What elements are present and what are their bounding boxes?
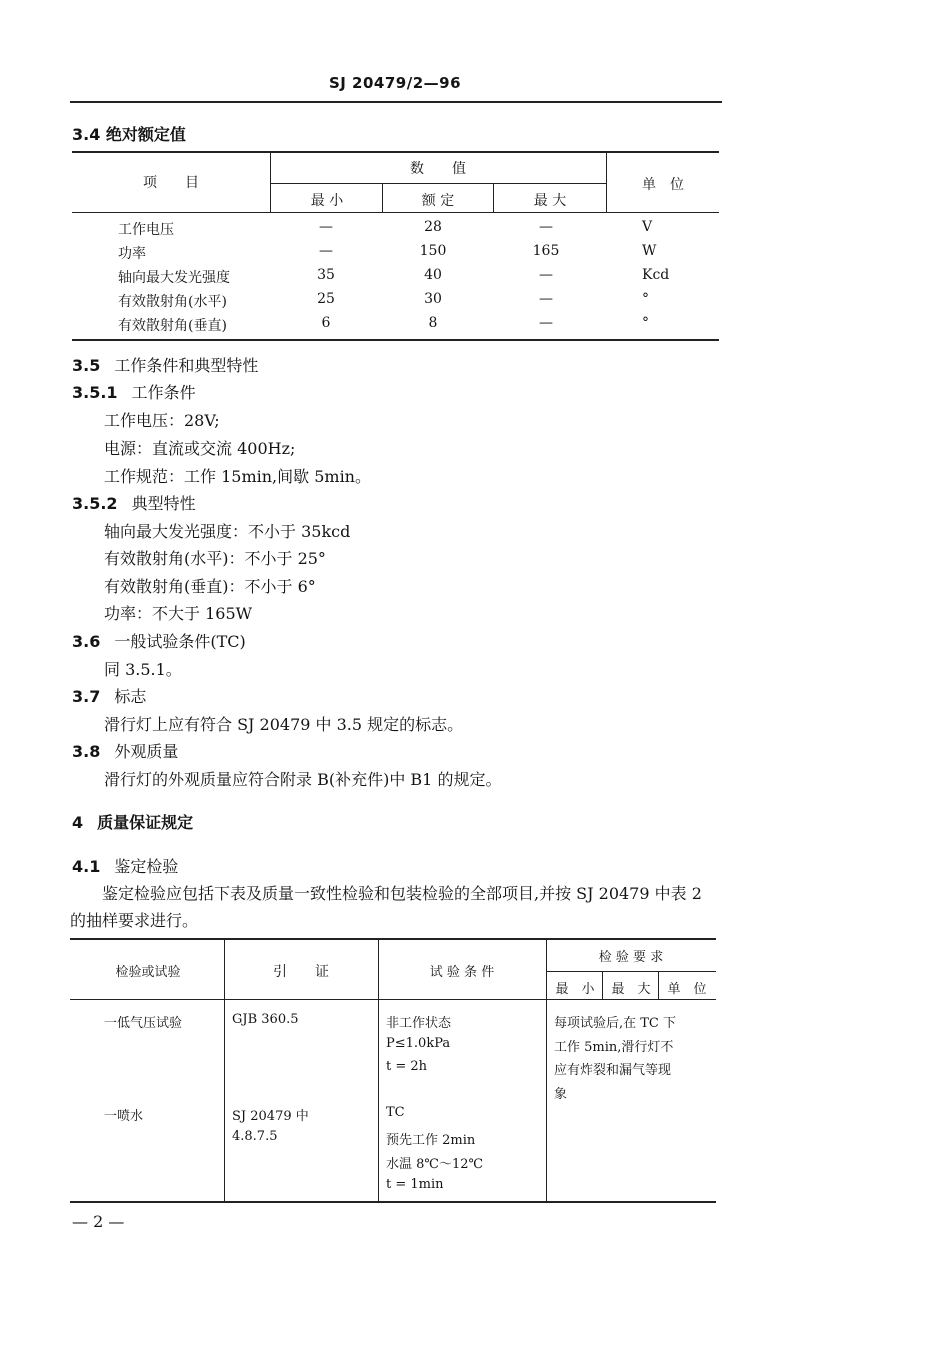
section-3-8-body: 滑行灯的外观质量应符合附录 B(补充件)中 B1 的规定。 (104, 770, 502, 789)
table-cell-req: 应有炸裂和漏气等现 (554, 1063, 672, 1078)
table-cell-min: — (319, 219, 333, 235)
section-number: 3.6 (72, 632, 101, 651)
col-item-header: 项 目 (143, 175, 199, 191)
condition-line: 工作电压：28V; (104, 411, 220, 430)
table-cell-cond: P≤1.0kPa (386, 1036, 451, 1051)
table-cell-test: 一低气压试验 (104, 1016, 183, 1031)
table-cell-unit: ° (642, 315, 649, 331)
table-vline (606, 151, 607, 213)
section-number: 3.5.2 (72, 494, 118, 513)
table-cell-unit: ° (642, 291, 649, 307)
section-4-1-paragraph: 鉴定检验应包括下表及质量一致性检验和包装检验的全部项目,并按 SJ 20479 中表 2 的抽样要求进行。 (70, 884, 702, 930)
section-number: 3.8 (72, 742, 101, 761)
table-vline (378, 938, 379, 1202)
characteristic-line: 有效散射角(垂直)：不小于 6° (104, 577, 316, 596)
table-cell-rated: 28 (424, 219, 442, 235)
table-cell-min: — (319, 243, 333, 259)
table-cell-max: — (539, 267, 553, 283)
section-3-7-title (72, 684, 146, 707)
section-heading: 标志 (114, 687, 147, 706)
table-cell-cond: 水温 8℃～12℃ (386, 1157, 484, 1172)
table-cell-item: 功率 (118, 246, 146, 262)
table-cell-item: 轴向最大发光强度 (118, 270, 230, 286)
header-rule (70, 101, 722, 103)
table-cell-req: 工作 5min,滑行灯不 (554, 1040, 674, 1055)
table-cell-ref: SJ 20479 中 (232, 1109, 309, 1124)
characteristic-line: 轴向最大发光强度：不小于 35kcd (104, 522, 351, 541)
table-vline (658, 971, 659, 1000)
section-3-7-body: 滑行灯上应有符合 SJ 20479 中 3.5 规定的标志。 (104, 715, 464, 734)
col-req-max-header: 最 大 (611, 982, 651, 997)
table-cell-rated: 150 (419, 243, 447, 259)
table-cell-min: 35 (317, 267, 335, 283)
section-number: 4 (72, 813, 84, 832)
section-3-5-title (72, 353, 258, 376)
page-number: — 2 — (72, 1212, 125, 1231)
section-heading: 外观质量 (114, 742, 179, 761)
section-3-6-body: 同 3.5.1。 (104, 660, 182, 679)
table-cell-cond: t = 2h (386, 1059, 428, 1074)
table-cell-max: 165 (532, 243, 560, 259)
table-cell-rated: 40 (424, 267, 442, 283)
section-3-6-title (72, 629, 246, 652)
section-3-4-title: 3.4 绝对额定值 (72, 125, 186, 144)
section-number: 3.5.1 (72, 383, 118, 402)
table-cell-item: 有效散射角(垂直) (118, 318, 227, 334)
table-cell-unit: V (642, 219, 653, 235)
section-heading: 典型特性 (131, 494, 196, 513)
table-bottom-rule (70, 1201, 716, 1203)
section-3-5-2-title (72, 491, 196, 514)
col-min-header: 最 小 (310, 193, 344, 209)
table-cell-unit: Kcd (642, 267, 670, 283)
table-top-rule (72, 151, 719, 153)
table-cell-rated: 8 (428, 315, 438, 331)
section-number: 4.1 (72, 857, 101, 876)
table-cell-cond: TC (386, 1105, 405, 1120)
table-cell-req: 每项试验后,在 TC 下 (554, 1016, 677, 1031)
table-vline (382, 183, 383, 213)
table-cell-cond: 非工作状态 (386, 1016, 452, 1031)
col-req-unit-header: 单 位 (667, 982, 707, 997)
table-cell-rated: 30 (424, 291, 442, 307)
table-cell-req: 象 (554, 1087, 568, 1102)
section-heading: 工作条件和典型特性 (114, 356, 259, 375)
col-req-header: 检 验 要 求 (598, 950, 664, 965)
characteristic-line: 有效散射角(水平)：不小于 25° (104, 549, 326, 568)
table-cell-item: 工作电压 (118, 222, 174, 238)
document-code: SJ 20479/2—96 (328, 74, 462, 92)
col-cond-header: 试 验 条 件 (429, 965, 495, 980)
table-vline (546, 938, 547, 1202)
section-4-1-title (72, 854, 178, 877)
col-max-header: 最 大 (533, 193, 567, 209)
table-bottom-rule (72, 339, 719, 341)
section-heading: 一般试验条件(TC) (114, 632, 246, 651)
table-header-rule (70, 999, 716, 1000)
section-heading: 质量保证规定 (97, 813, 194, 832)
condition-line: 工作规范：工作 15min,间歇 5min。 (104, 467, 371, 486)
col-req-min-header: 最 小 (555, 982, 595, 997)
col-ref-header: 引 证 (273, 964, 329, 980)
table-cell-cond: t = 1min (386, 1177, 444, 1192)
col-test-header: 检验或试验 (115, 965, 181, 980)
table-cell-test: 一喷水 (104, 1109, 144, 1124)
section-heading: 工作条件 (131, 383, 196, 402)
col-rated-header: 额 定 (421, 193, 455, 209)
table-cell-unit: W (642, 243, 657, 259)
table-cell-cond: 预先工作 2min (386, 1133, 476, 1148)
section-heading: 鉴定检验 (114, 857, 179, 876)
table-cell-item: 有效散射角(水平) (118, 294, 227, 310)
table-cell-max: — (539, 291, 553, 307)
section-number: 3.7 (72, 687, 101, 706)
table-cell-ref: 4.8.7.5 (232, 1129, 278, 1144)
table-subheader-rule (270, 183, 606, 184)
table-cell-max: — (539, 315, 553, 331)
table-header-rule (72, 212, 719, 213)
section-3-5-1-title (72, 380, 196, 403)
col-values-header: 数 值 (410, 161, 466, 177)
condition-line: 电源：直流或交流 400Hz; (104, 439, 296, 458)
table-cell-min: 6 (321, 315, 331, 331)
table-top-rule (70, 938, 716, 940)
table-vline (224, 938, 225, 1202)
table-vline (270, 151, 271, 213)
table-vline (493, 183, 494, 213)
table-cell-ref: GJB 360.5 (232, 1012, 299, 1027)
col-unit-header: 单 位 (642, 177, 684, 193)
table-vline (602, 971, 603, 1000)
table-subheader-rule (546, 971, 716, 972)
section-3-8-title (72, 739, 178, 762)
characteristic-line: 功率：不大于 165W (104, 604, 253, 623)
section-number: 3.5 (72, 356, 101, 375)
table-cell-min: 25 (317, 291, 335, 307)
section-4-title (72, 810, 193, 833)
table-cell-max: — (539, 219, 553, 235)
